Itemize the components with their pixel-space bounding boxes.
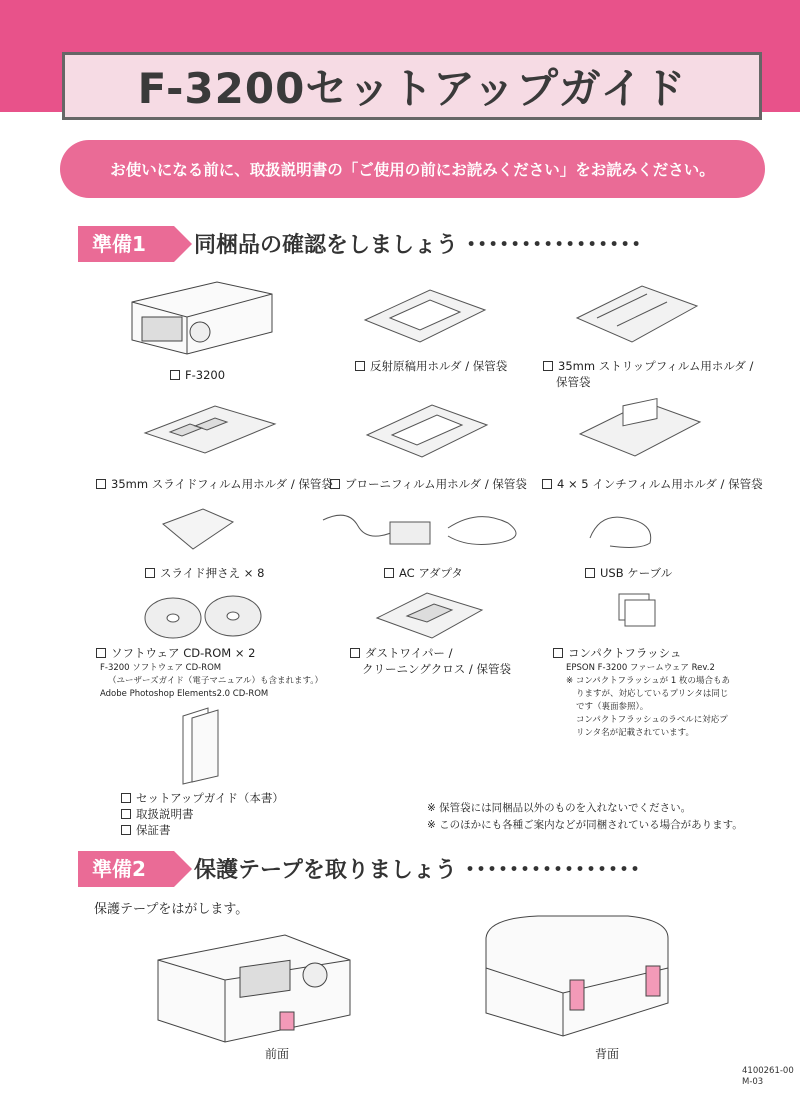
item-dust-wiper-cont: クリーニングクロス / 保管袋 bbox=[362, 662, 511, 676]
step1-label: 準備1 bbox=[78, 226, 174, 262]
checkbox-icon bbox=[145, 568, 155, 578]
scanner-front-illustration bbox=[150, 920, 360, 1045]
cf-notes: EPSON F-3200 ファームウェア Rev.2 ※ コンパクトフラッシュが 1 枚の場合もあ りますが、対応しているプリンタは同じ です（裏面参照）。 コンパクトフラッシュのラベルに対応プ リンタ名が記載されています。 bbox=[566, 663, 730, 738]
item-dust-wiper: ダストワイパー / bbox=[350, 645, 452, 661]
4x5-holder-illustration bbox=[575, 392, 705, 464]
cd-notes: F-3200 ソフトウェア CD-ROM （ユーザーズガイド（電子マニュアル）も含まれます。） Adobe Photoshop Elements2.0 CD-ROM bbox=[100, 663, 324, 699]
scanner-back-illustration bbox=[478, 908, 678, 1043]
slide-holder-illustration bbox=[140, 398, 280, 458]
item-reflective-holder: 反射原稿用ホルダ / 保管袋 bbox=[355, 358, 507, 374]
step2-label: 準備2 bbox=[78, 851, 174, 887]
doc-warranty: 保証書 bbox=[121, 822, 171, 838]
scanner-illustration bbox=[122, 262, 282, 357]
checkbox-icon bbox=[585, 568, 595, 578]
slide-presser-illustration bbox=[158, 504, 238, 556]
ac-adapter-illustration bbox=[318, 508, 533, 553]
checkbox-icon bbox=[121, 809, 131, 819]
checkbox-icon bbox=[96, 479, 106, 489]
checkbox-icon bbox=[121, 793, 131, 803]
strip-holder-illustration bbox=[572, 276, 702, 351]
brownie-holder-illustration bbox=[362, 395, 492, 465]
notice-text: お使いになる前に、取扱説明書の「ご使用の前にお読みください」をお読みください。 bbox=[110, 161, 715, 179]
checkbox-icon bbox=[553, 648, 563, 658]
item-strip-holder-cont: 保管袋 bbox=[556, 375, 591, 389]
item-brownie-holder: ブローニフィルム用ホルダ / 保管袋 bbox=[330, 476, 527, 492]
checkbox-icon bbox=[542, 479, 552, 489]
front-label: 前面 bbox=[265, 1047, 290, 1061]
notice-banner bbox=[60, 140, 765, 198]
item-slide-presser: スライド押さえ × 8 bbox=[145, 565, 264, 581]
checkbox-icon bbox=[350, 648, 360, 658]
step1-notes: ※ 保管袋には同梱品以外のものを入れないでください。 ※ このほかにも各種ご案内などが同梱されている場合があります。 bbox=[427, 802, 743, 831]
item-usb-cable: USB ケーブル bbox=[585, 565, 672, 581]
checkbox-icon bbox=[330, 479, 340, 489]
doc-setup-guide: セットアップガイド（本書） bbox=[121, 790, 284, 806]
checkbox-icon bbox=[384, 568, 394, 578]
checkbox-icon bbox=[355, 361, 365, 371]
reflective-holder-illustration bbox=[360, 280, 490, 350]
compact-flash-illustration bbox=[615, 590, 660, 632]
page-title: F-3200セットアップガイド bbox=[137, 64, 687, 113]
item-slide-holder: 35mm スライドフィルム用ホルダ / 保管袋 bbox=[96, 476, 333, 492]
back-label: 背面 bbox=[595, 1047, 620, 1061]
step1-title: 同梱品の確認をしましょう ････････････････ bbox=[194, 233, 642, 258]
usb-cable-illustration bbox=[580, 508, 670, 553]
item-4x5-holder: 4 × 5 インチフィルム用ホルダ / 保管袋 bbox=[542, 476, 763, 492]
cd-rom-illustration bbox=[138, 592, 278, 642]
doc-manual: 取扱説明書 bbox=[121, 806, 194, 822]
manuals-illustration bbox=[178, 706, 228, 786]
checkbox-icon bbox=[121, 825, 131, 835]
checkbox-icon bbox=[543, 361, 553, 371]
footer-codes: 4100261-00 M-03 bbox=[742, 1066, 794, 1087]
checkbox-icon bbox=[96, 648, 106, 658]
title-box bbox=[62, 52, 762, 120]
checkbox-icon bbox=[170, 370, 180, 380]
item-strip-holder: 35mm ストリップフィルム用ホルダ / bbox=[543, 358, 753, 374]
step2-title: 保護テープを取りましょう ････････････････ bbox=[194, 858, 641, 883]
dust-wiper-illustration bbox=[372, 588, 487, 643]
step2-instruction: 保護テープをはがします。 bbox=[94, 902, 249, 917]
item-software-cd: ソフトウェア CD-ROM × 2 bbox=[96, 645, 255, 661]
item-compact-flash: コンパクトフラッシュ bbox=[553, 645, 681, 661]
item-f3200: F-3200 bbox=[170, 368, 225, 382]
item-ac-adapter: AC アダプタ bbox=[384, 565, 463, 581]
